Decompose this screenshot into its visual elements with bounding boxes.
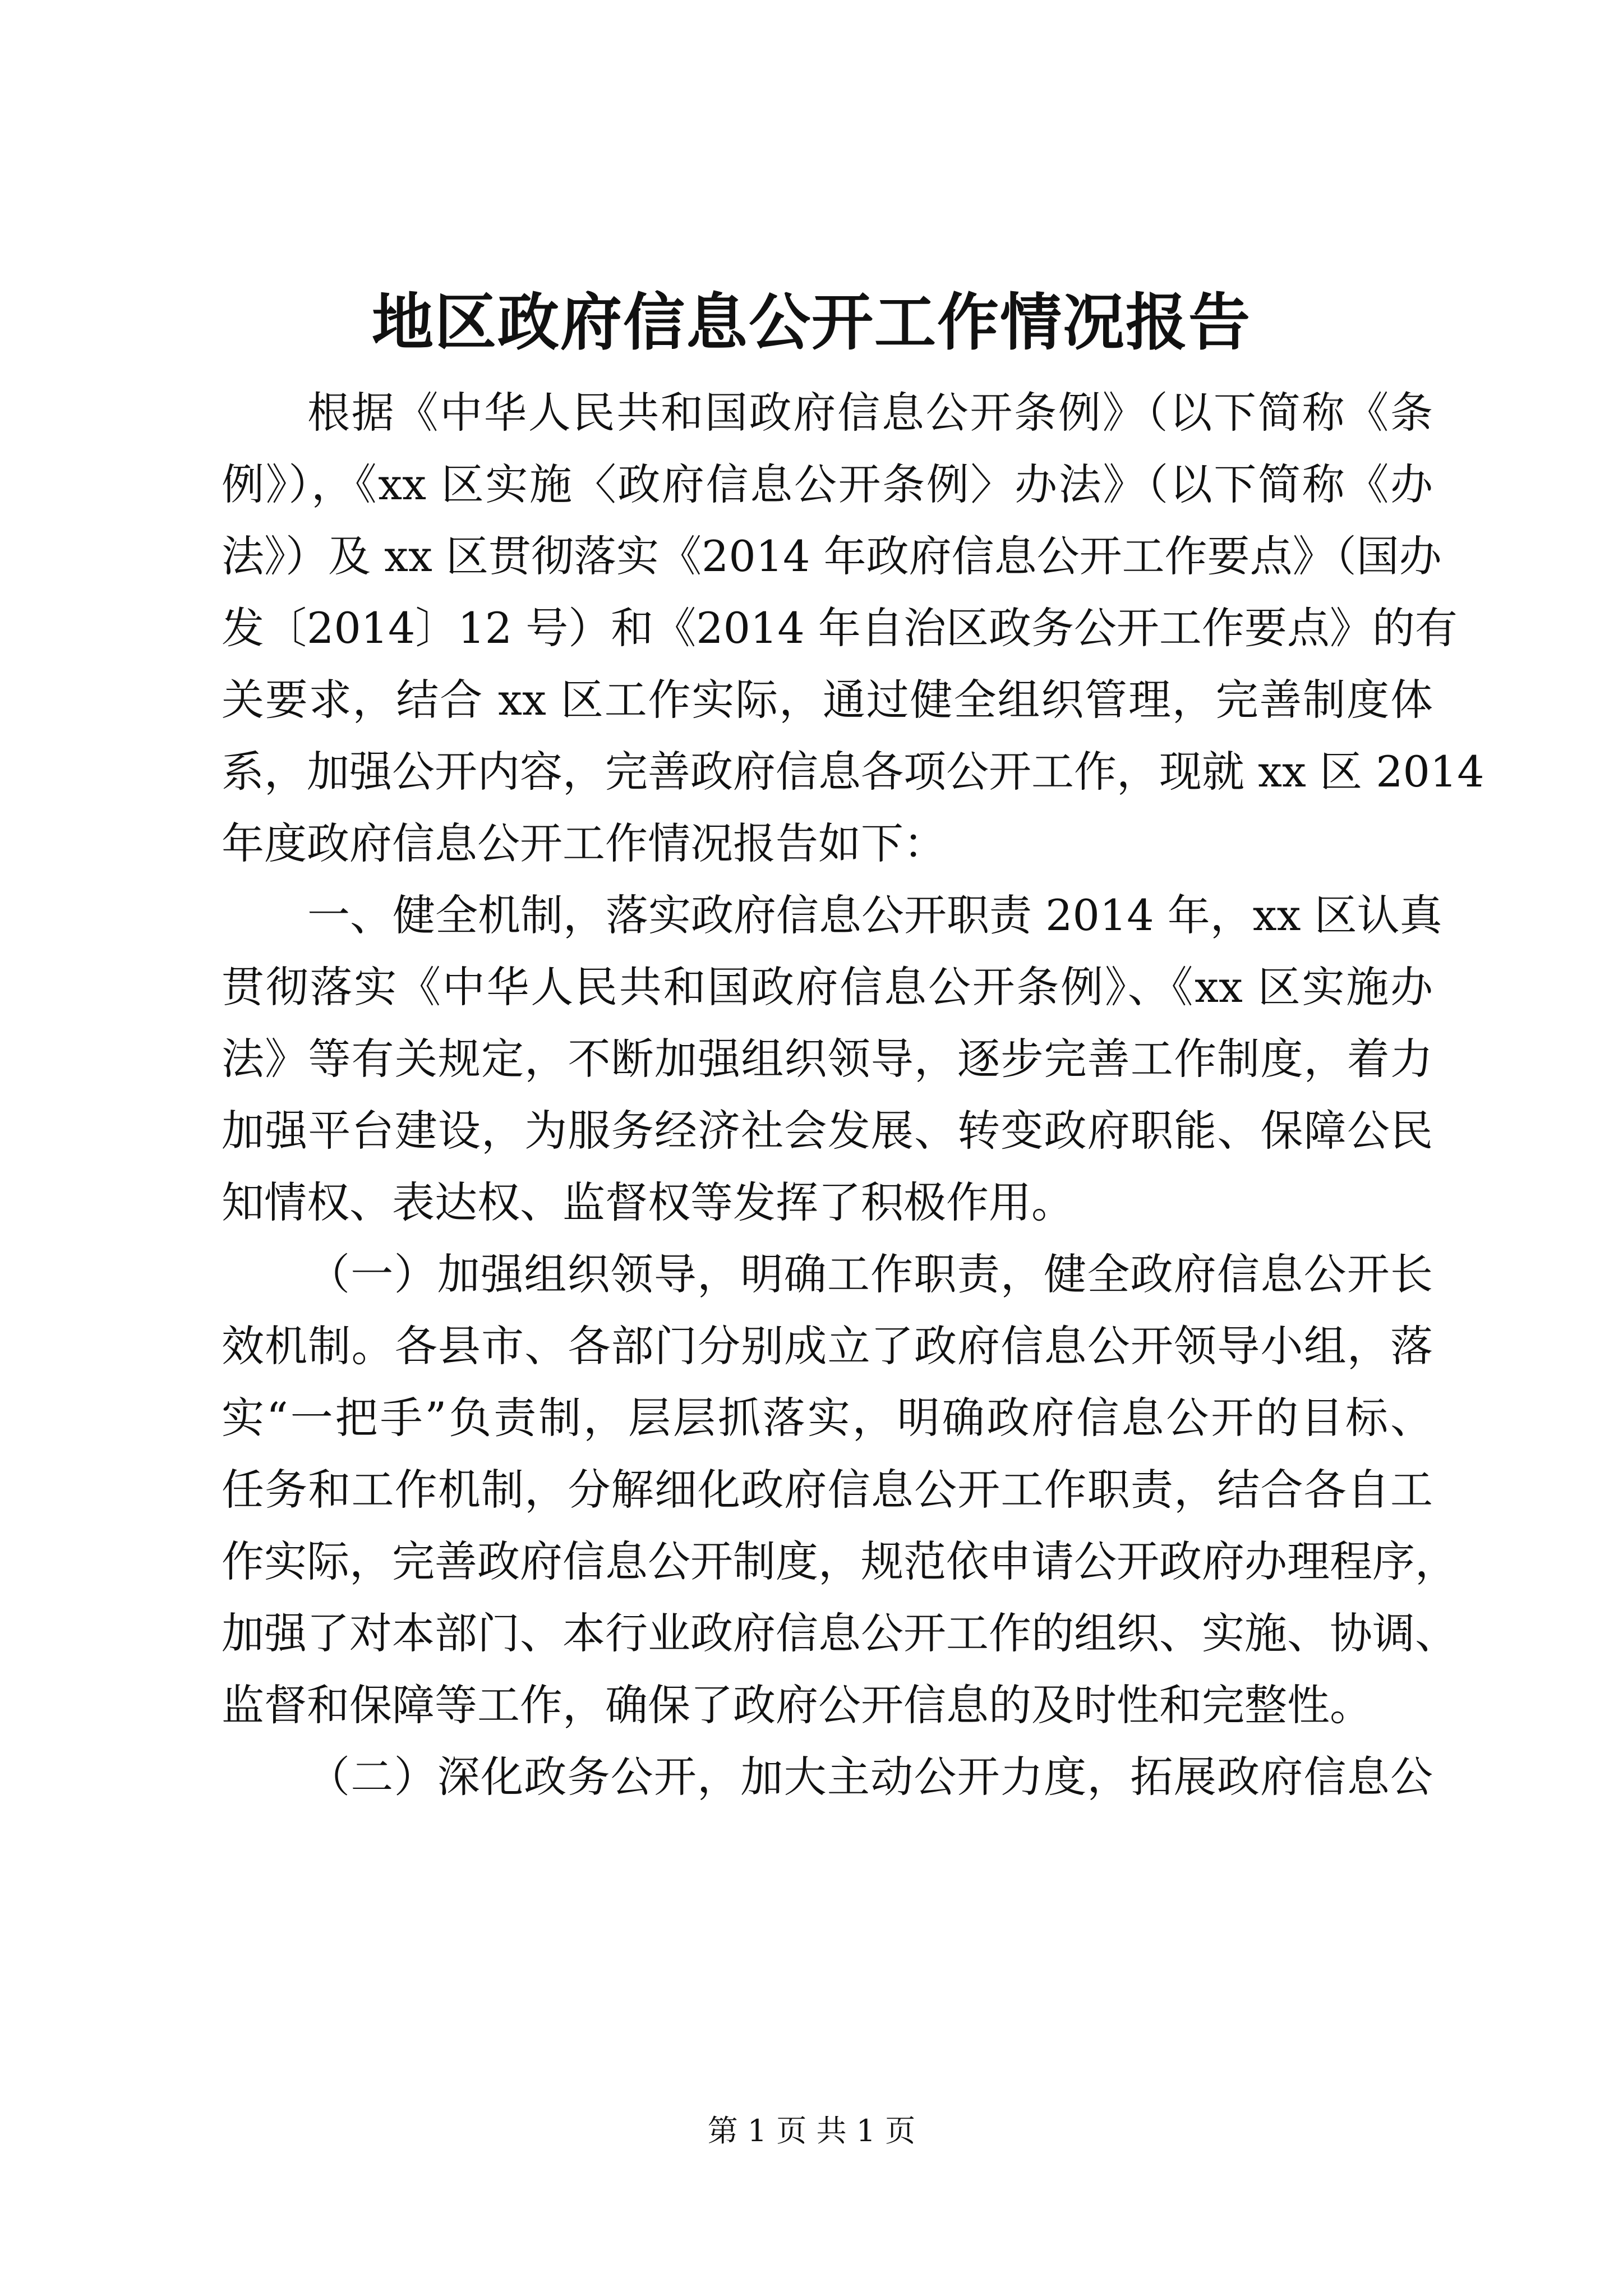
body-line: （一）加强组织领导，明确工作职责，健全政府信息公开长 (307, 1249, 1433, 1299)
body-line: 贯彻落实《中华人民共和国政府信息公开条例》、《xx 区实施办 (222, 962, 1433, 1012)
document-body (222, 377, 1484, 1813)
page-footer: 第 1 页 共 1 页 (707, 2113, 916, 2148)
document-title: 地区政府信息公开工作情况报告 (372, 286, 1251, 358)
body-line: 法》）及 xx 区贯彻落实《2014 年政府信息公开工作要点》（国办 (222, 531, 1442, 581)
body-line: 年度政府信息公开工作情况报告如下： (222, 818, 946, 868)
body-line: 关要求，结合 xx 区工作实际，通过健全组织管理，完善制度体 (222, 675, 1433, 725)
body-line: 系，加强公开内容，完善政府信息各项公开工作，现就 xx 区 2014 (222, 747, 1484, 797)
body-line: 效机制。各县市、各部门分别成立了政府信息公开领导小组，落 (222, 1321, 1433, 1371)
body-line: 一、健全机制，落实政府信息公开职责 2014 年，xx 区认真 (307, 890, 1442, 940)
body-line: （二）深化政务公开，加大主动公开力度，拓展政府信息公 (307, 1752, 1433, 1802)
body-line: 监督和保障等工作，确保了政府公开信息的及时性和完整性。 (222, 1680, 1372, 1730)
body-line: 例》），《xx 区实施〈政府信息公开条例〉办法》（以下简称《办 (222, 459, 1433, 509)
body-line: 根据《中华人民共和国政府信息公开条例》（以下简称《条 (307, 388, 1433, 438)
body-line: 作实际，完善政府信息公开制度，规范依申请公开政府办理程序， (222, 1536, 1458, 1586)
body-line: 知情权、表达权、监督权等发挥了积极作用。 (222, 1177, 1074, 1227)
body-line: 实“一把手”负责制，层层抓落实，明确政府信息公开的目标、 (222, 1393, 1433, 1443)
body-line: 任务和工作机制，分解细化政府信息公开工作职责，结合各自工 (222, 1465, 1433, 1515)
body-line: 加强平台建设，为服务经济社会发展、转变政府职能、保障公民 (222, 1106, 1433, 1156)
body-line: 发〔2014〕12 号）和《2014 年自治区政务公开工作要点》的有 (222, 603, 1458, 653)
body-line: 加强了对本部门、本行业政府信息公开工作的组织、实施、协调、 (222, 1608, 1458, 1658)
body-line: 法》等有关规定，不断加强组织领导，逐步完善工作制度，着力 (222, 1034, 1433, 1084)
